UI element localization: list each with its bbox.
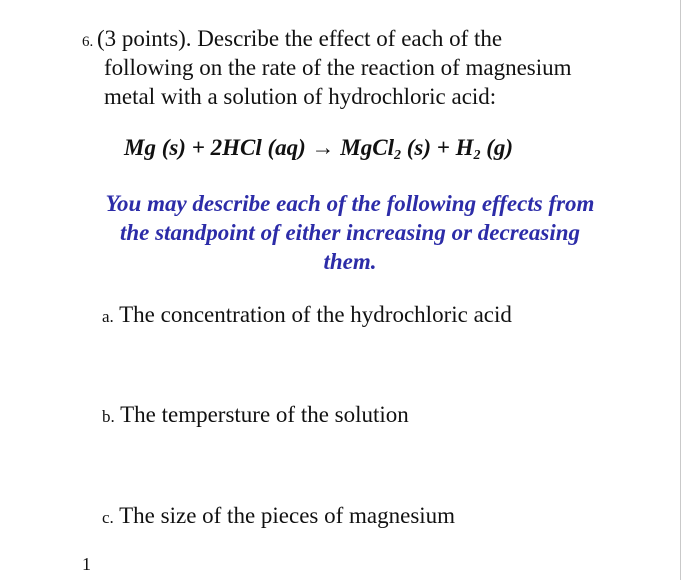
instruction-line-2: the standpoint of either increasing or decreasing (119, 220, 581, 245)
part-c-text: The size of the pieces of magnesium (113, 503, 456, 528)
part-a (102, 302, 512, 328)
part-c (102, 503, 455, 529)
instruction-note (80, 189, 620, 276)
h2-state: (g) (480, 135, 514, 160)
part-b-letter: b. (102, 407, 115, 426)
h2-base: H (455, 135, 474, 160)
equation-reactant-magnesium: Mg (s) (124, 135, 186, 160)
question-line-1: (3 points). Describe the effect of each of the (97, 26, 503, 51)
part-c-letter: c. (102, 508, 114, 527)
page-number: 1 (82, 554, 91, 574)
instruction-line-3: them. (323, 249, 377, 274)
h2-subscript: 2 (473, 148, 481, 163)
equation-product-mgcl2 (340, 135, 432, 163)
mgcl2-state: (s) (400, 135, 432, 160)
part-b (102, 402, 409, 428)
question-text (97, 24, 657, 111)
question-line-2: following on the rate of the reaction of magnesium (104, 55, 572, 80)
equation-product-h2 (455, 135, 514, 163)
page-edge-line (680, 0, 681, 580)
equation-reactant-hcl: 2HCl (aq) (210, 135, 306, 160)
instruction-line-1: You may describe each of the following effects from (105, 191, 595, 216)
chemical-equation (124, 135, 513, 161)
part-b-text: The tempersture of the solution (114, 402, 409, 427)
equation-arrow: → (305, 135, 341, 160)
mgcl2-subscript: 2 (393, 148, 401, 163)
part-a-letter: a. (102, 307, 114, 326)
equation-plus-2: + (431, 135, 456, 160)
question-number: 6. (82, 34, 94, 50)
equation-plus-1: + (185, 135, 211, 160)
question-line-3: metal with a solution of hydrochloric acid: (104, 84, 497, 109)
mgcl2-base: MgCl (340, 135, 394, 160)
part-a-text: The concentration of the hydrochloric acid (113, 302, 512, 327)
